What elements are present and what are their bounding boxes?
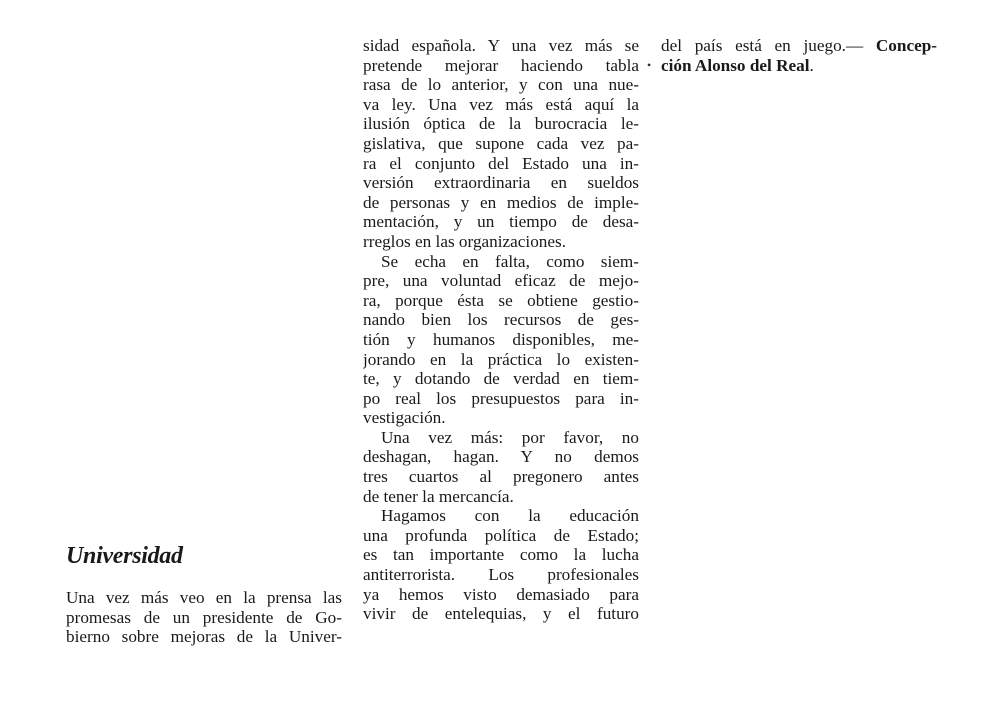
- text-line: de personas y en medios de imple-: [363, 192, 639, 212]
- text-line: una profunda política de Estado;: [363, 525, 639, 545]
- text-line: rreglos en las organizaciones.: [363, 231, 566, 251]
- text-line: deshagan, hagan. Y no demos: [363, 447, 639, 467]
- text-line: antiterrorista. Los profesionales: [363, 565, 639, 585]
- text-line: Una vez más veo en la prensa las: [66, 588, 342, 607]
- text-line: bierno sobre mejoras de la Univer-: [66, 627, 342, 647]
- text-line: nando bien los recursos de ges-: [363, 310, 639, 330]
- text-line: rasa de lo anterior, y con una nue-: [363, 75, 639, 95]
- print-speck: •: [647, 58, 652, 72]
- text-line: [661, 56, 937, 76]
- signature-period: .: [809, 55, 814, 75]
- text-line: tres cuartos al pregonero antes: [363, 467, 639, 487]
- text-line: mentación, y un tiempo de desa-: [363, 212, 639, 232]
- text-line: pre, una voluntad eficaz de mejo-: [363, 271, 639, 291]
- text-line: es tan importante como la lucha: [363, 545, 639, 565]
- text-line: ilusión óptica de la burocracia le-: [363, 114, 639, 134]
- text-line: vivir de entelequias, y el futuro: [363, 604, 639, 624]
- closing-text: del país está en juego.—: [661, 36, 864, 55]
- text-line: pretende mejorar haciendo tabla: [363, 55, 639, 75]
- text-line: ra el conjunto del Estado una in-: [363, 153, 639, 173]
- column-1: [66, 588, 342, 647]
- signature-part: Concep-: [875, 36, 937, 55]
- text-line: va ley. Una vez más está aquí la: [363, 94, 639, 114]
- text-line: tión y humanos disponibles, me-: [363, 329, 639, 349]
- text-line: ya hemos visto demasiado para: [363, 584, 639, 604]
- letter-headline: Universidad: [66, 543, 183, 569]
- text-line: Se echa en falta, como siem-: [381, 251, 639, 271]
- text-line: jorando en la práctica lo existen-: [363, 349, 639, 369]
- text-line: Una vez más: por favor, no: [381, 427, 639, 447]
- column-2: [363, 36, 639, 624]
- text-line: po real los presupuestos para in-: [363, 388, 639, 408]
- text-line: sidad española. Y una vez más se: [363, 36, 639, 55]
- text-line: gislativa, que supone cada vez pa-: [363, 133, 639, 153]
- text-line: te, y dotando de verdad en tiem-: [363, 369, 639, 389]
- text-line: ra, porque ésta se obtiene gestio-: [363, 290, 639, 310]
- text-line: promesas de un presidente de Go-: [66, 607, 342, 627]
- text-line: vestigación.: [363, 408, 446, 428]
- text-line: [661, 36, 937, 56]
- column-3: [661, 36, 937, 75]
- signature-name: ción Alonso del Real: [661, 55, 810, 75]
- text-line: Hagamos con la educación: [381, 506, 639, 526]
- text-line: versión extraordinaria en sueldos: [363, 173, 639, 193]
- text-line: de tener la mercancía.: [363, 486, 514, 506]
